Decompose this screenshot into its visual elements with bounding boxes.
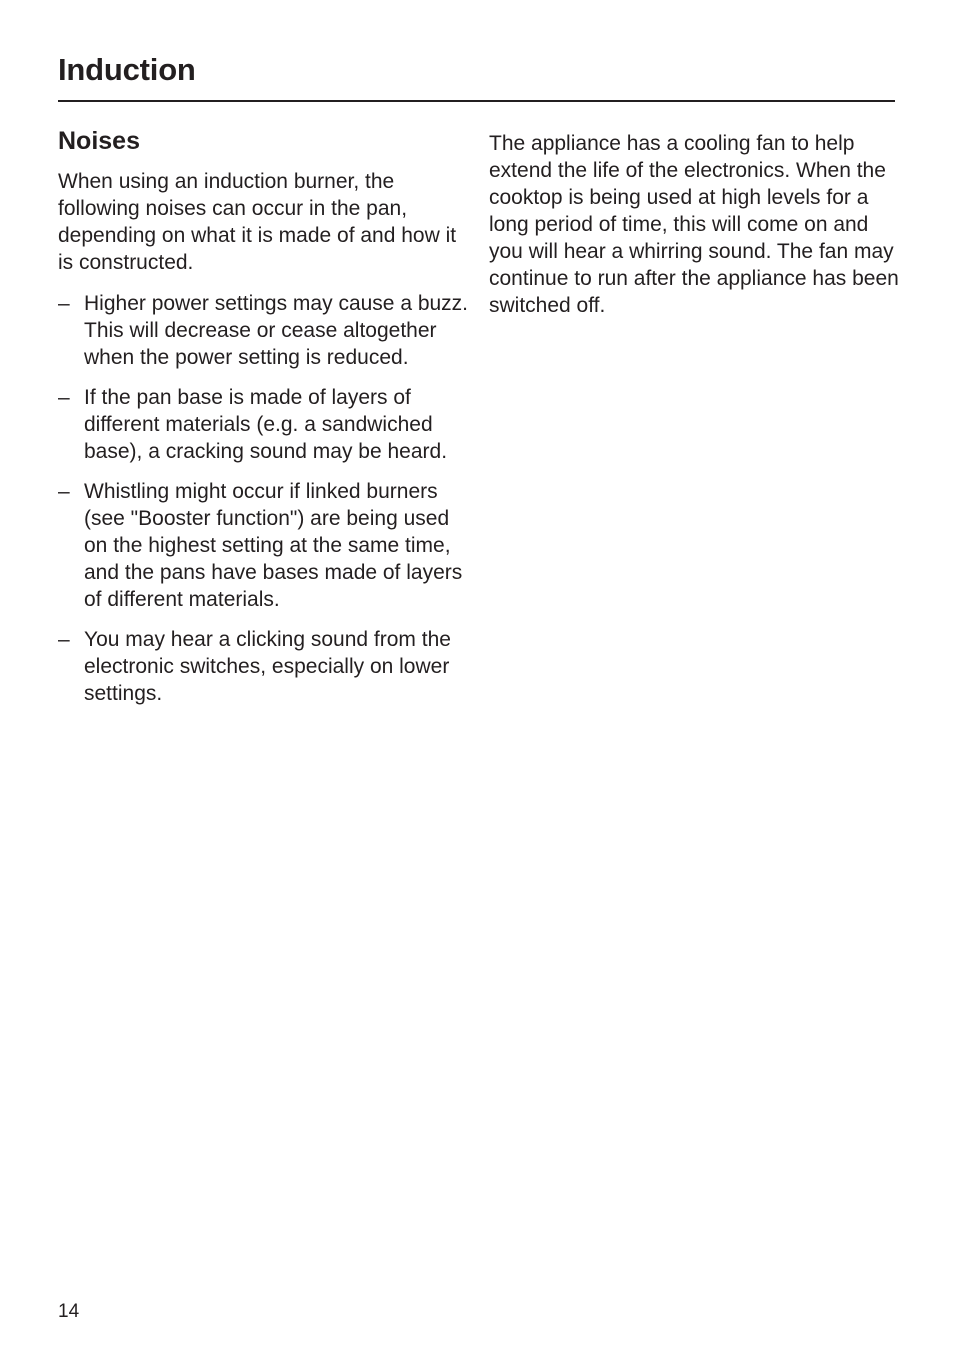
list-item — [58, 384, 470, 465]
page-title: Induction — [58, 52, 196, 87]
header-divider — [58, 100, 895, 102]
list-item — [58, 478, 470, 613]
left-column — [58, 124, 470, 720]
dash-bullet: – — [58, 480, 70, 503]
list-item-text: Higher power settings may cause a buzz. This will decrease or cease altogether when the power setting is reduced. — [84, 292, 469, 369]
list-item — [58, 290, 470, 371]
dash-bullet: – — [58, 292, 70, 315]
dash-bullet: – — [58, 628, 70, 651]
section-title-noises: Noises — [58, 127, 140, 155]
page-header — [58, 50, 895, 90]
page-number: 14 — [58, 1301, 80, 1322]
right-column — [489, 130, 899, 319]
list-item — [58, 626, 470, 707]
list-item-text: Whistling might occur if linked burners (see "Booster function") are being used on the highest setting at the same time, and the pans have bases made of layers of different materials. — [84, 480, 463, 611]
list-item-text: You may hear a clicking sound from the electronic switches, especially on lower settings. — [84, 628, 451, 705]
noise-list — [58, 290, 470, 707]
cooling-fan-paragraph: The appliance has a cooling fan to help extend the life of the electronics. When the cooktop is being used at high levels for a long period of time, this will come on and you will hear a whirring sound. The fan may continue to run after the appliance has been switched off. — [489, 132, 899, 317]
list-item-text: If the pan base is made of layers of different materials (e.g. a sandwiched base), a cracking sound may be heard. — [84, 386, 448, 463]
intro-paragraph: When using an induction burner, the following noises can occur in the pan, depending on what it is made of and how it is constructed. — [58, 170, 457, 274]
dash-bullet: – — [58, 386, 70, 409]
